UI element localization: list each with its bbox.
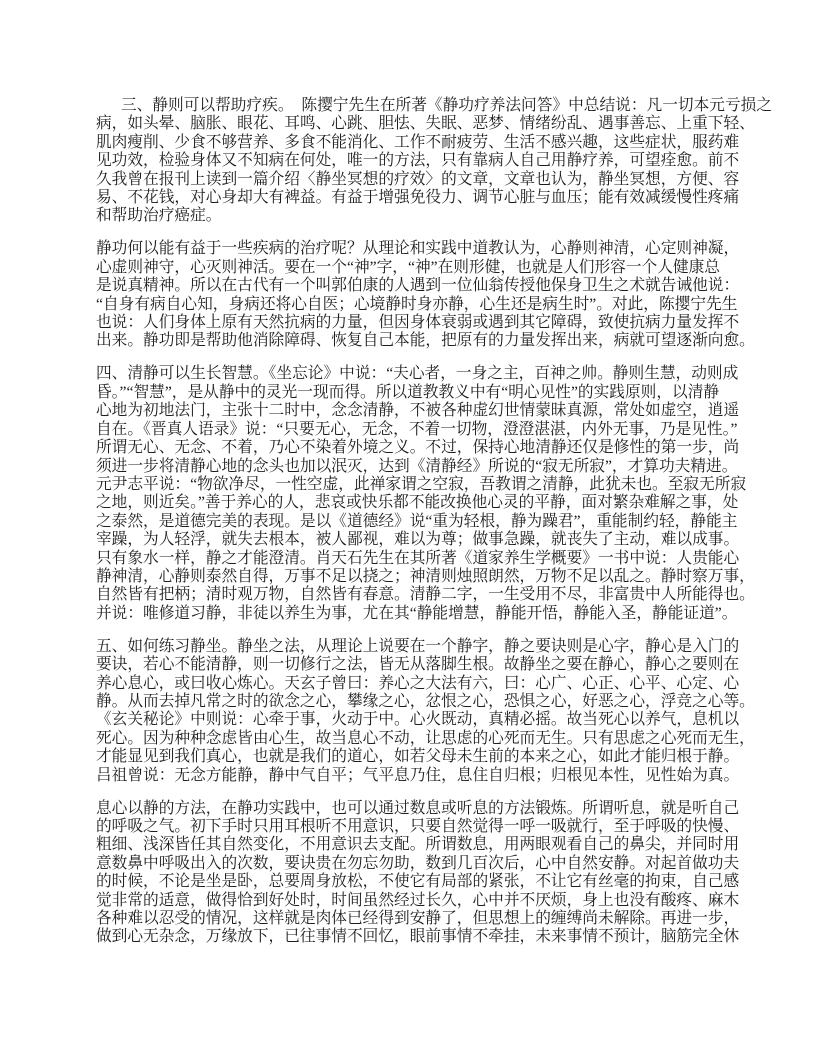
text-line: 易、不花钱，对心身却大有裨益。有益于增强免役力、调节心脏与血压；能有效减缓慢性疼痛	[96, 189, 740, 207]
text-line: 心虚则神守，心灭则神活。要在一个“神”字，“神”在则形健，也就是人们形容一个人健康总	[96, 258, 720, 276]
text-line: 要诀，若心不能清静，则一切修行之法，皆无从落脚生根。故静坐之要在静心，静心之要则在	[96, 656, 740, 674]
text-line: 宰躁，为人轻浮，就失去根本，被人鄙视，难以为尊；做事急躁，就丧失了主动，难以成事。	[96, 531, 740, 549]
text-line: 死心。因为种种念虑皆由心生，故当息心不动，让思虑的心死而无生。只有思虑之心死而无生，	[96, 729, 755, 747]
text-line: 的呼吸之气。初下手时只用耳根听不用意识，只要自然觉得一呼一吸就行，至于呼吸的快慢、	[96, 818, 740, 835]
paragraph-resting-mind-by-breath-counting	[96, 799, 740, 947]
text-line: 和帮助治疗癌症。	[96, 207, 222, 225]
text-line: 只有象水一样，静之才能澄清。肖天石先生在其所著《道家养生学概要》一书中说：人贵能心	[96, 549, 740, 567]
document-body	[96, 97, 773, 947]
text-line: 才能显见到我们真心，也就是我们的道心，如若父母未生前的本来之心，如此才能归根于静。	[96, 748, 740, 766]
text-line: 并说：唯修道习静，非徒以养生为事，尤在其“静能增慧，静能开悟，静能入圣，静能证道”。	[96, 604, 738, 622]
text-line: 昏。”“智慧”，是从静中的灵光一现而得。所以道教教义中有“明心见性”的实践原则，以清静	[96, 383, 720, 401]
text-line: 做到心无杂念，万缘放下，已往事情不回忆，眼前事情不牵挂，未来事情不预计，脑筋完全休	[96, 928, 740, 946]
text-line: 须进一步将清静心地的念头也加以泯灭，达到《清静经》所说的“寂无所寂”，才算功夫精进。	[96, 457, 738, 475]
text-line: 也说：人们身体上原有天然抗病的力量，但因身体衰弱或遇到其它障碍，致使抗病力量发挥不	[96, 314, 740, 332]
text-line: 意数鼻中呼吸出入的次数，要诀贵在勿忘勿助，数到几百次后，心中自然安静。对起首做功夫	[96, 854, 740, 872]
text-line: 粗细、浅深皆任其自然变化，不用意识去支配。所谓数息，用两眼观看自己的鼻尖，并同时用	[96, 836, 740, 854]
text-line: 吕祖曾说：无念方能静，静中气自平；气平息乃住，息住自归根；归根见本性，见性始为真。	[96, 766, 740, 784]
text-line: 静功何以能有益于一些疾病的治疗呢？从理论和实践中道教认为，心静则神清，心定则神凝，	[96, 240, 740, 258]
text-line: 自在。《晋真人语录》说：“只要无心，无念，不着一切物，澄澄湛湛，内外无事，乃是见性。”	[96, 420, 738, 438]
text-line: 觉非常的适意，做得恰到好处时，时间虽然经过长久，心中并不厌烦，身上也没有酸疼、麻木	[96, 891, 740, 909]
paragraph-section-5-how-to-practice-sitting	[96, 637, 755, 785]
paragraph-why-jinggong-benefits-illness	[96, 240, 755, 350]
text-line: 心地为初地法门，主张十二时中，念念清静，不被各种虚幻世情蒙昧真源，常处如虚空，逍遥	[96, 402, 740, 420]
text-line: 五、如何练习静坐。静坐之法，从理论上说要在一个静字，静之要诀则是心字，静心是入门的	[96, 637, 740, 655]
text-line: 四、清静可以生长智慧。《坐忘论》中说：“夫心者，一身之主，百神之帅。静则生慧，动则成	[96, 365, 739, 383]
text-line: 出来。静功即是帮助他消除障碍、恢复自己本能，把原有的力量发挥出来，病就可望逐渐向愈。	[96, 332, 755, 350]
text-line: 之地，则近矣。”善于养心的人，悲哀或快乐都不能改换他心灵的平静，面对繁杂难解之事，处	[96, 494, 739, 512]
paragraph-section-3-quiet-helps-healing	[96, 97, 773, 226]
paragraph-section-4-stillness-grows-wisdom	[96, 365, 755, 623]
text-line: 的时候，不论是坐是卧，总要周身放松，不使它有局部的紧张，不让它有丝毫的拘束，自己感	[96, 873, 740, 891]
text-line: 静。从而去掉凡常之时的欲念之心，攀缘之心，忿恨之心，恐惧之心，好恶之心，浮竞之心等。	[96, 692, 755, 710]
text-line: 是说真精神。所以在古代有一个叫郭伯康的人遇到一位仙翁传授他保身卫生之术就告诫他说：	[96, 277, 740, 295]
text-line: 病，如头晕、脑胀、眼花、耳鸣、心跳、胆怯、失眠、恶梦、情绪纷乱、遇事善忘、上重下轻、	[96, 115, 755, 133]
text-line: 所谓无心、无念、不着，乃心不染着外境之义。不过，保持心地清静还仅是修性的第一步，尚	[96, 439, 740, 457]
text-line: “自身有病自心知，身病还将心自医；心境静时身亦静，心生还是病生时”。对此，陈撄宁先生	[96, 295, 738, 313]
text-line: 《玄关秘论》中则说：心牵于事，火动于中。心火既动，真精必摇。故当死心以养气，息机以	[96, 711, 740, 729]
text-line: 元尹志平说：“物欲净尽，一性空虚，此禅家谓之空寂，吾教谓之清静，此犹未也。至寂无所寂	[96, 475, 747, 493]
text-line: 之泰然，是道德完美的表现。是以《道德经》说“重为轻根，静为躁君”，重能制约轻，静能主	[96, 512, 738, 530]
text-line: 静神清，心静则泰然自得，万事不足以挠之；神清则烛照朗然，万物不足以乱之。静时察万事，	[96, 567, 755, 585]
text-line: 三、静则可以帮助疗疾。 陈撄宁先生在所著《静功疗养法问答》中总结说：凡一切本元亏损之	[121, 97, 773, 114]
text-line: 息心以静的方法，在静功实践中，也可以通过数息或听息的方法锻炼。所谓听息，就是听自己	[96, 799, 740, 817]
text-line: 各种难以忍受的情况，这样就是肉体已经得到安静了，但思想上的缠缚尚未解除。再进一步，	[96, 910, 740, 928]
text-line: 肌肉瘦削、少食不够营养、多食不能消化、工作不耐疲劳、生活不感兴趣，这些症状，服药难	[96, 133, 740, 151]
text-line: 养心息心，或曰收心炼心。天玄子曾曰：养心之大法有六，曰：心广、心正、心平、心定、心	[96, 674, 740, 692]
text-line: 见功效，检验身体又不知病在何处，唯一的方法，只有靠病人自己用静疗养，可望痊愈。前不	[96, 152, 740, 170]
text-line: 自然皆有把柄；清时观万物，自然皆有春意。清静二字，一生受用不尽，非富贵中人所能得也。	[96, 586, 755, 604]
text-line: 久我曾在报刊上读到一篇介绍〈静坐冥想的疗效〉的文章，文章也认为，静坐冥想，方便、容	[96, 170, 740, 188]
